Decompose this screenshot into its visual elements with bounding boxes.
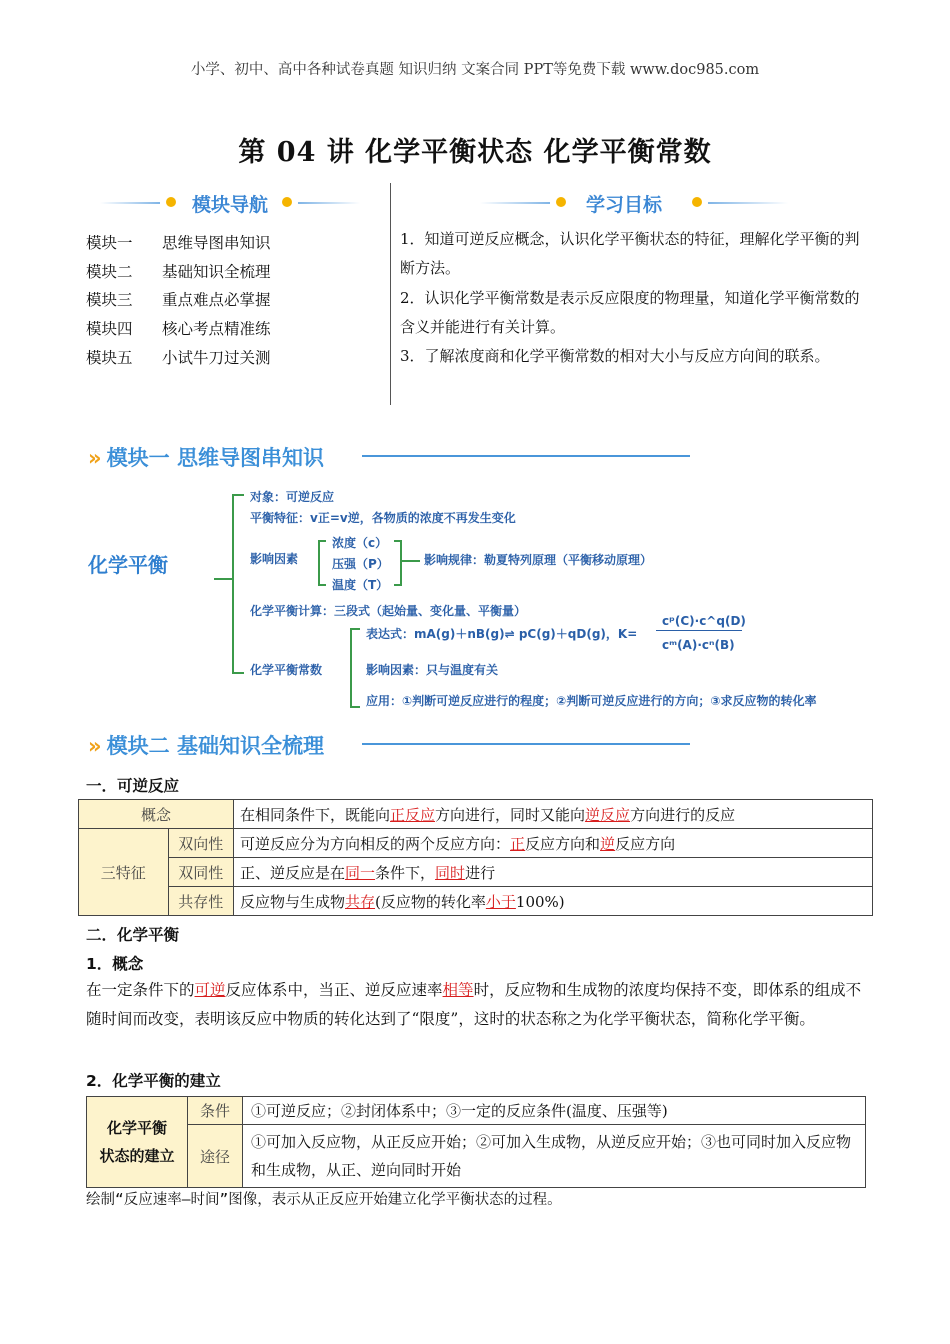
double-chevron-icon: »: [88, 734, 102, 758]
mindmap-constant-factor: 影响因素：只与温度有关: [366, 663, 499, 677]
nav-heading-bar: [100, 192, 370, 214]
equilibrium-concept-paragraph: 在一定条件下的可逆反应体系中，当正、逆反应速率相等时，反应物和生成物的浓度均保持不变，即体系的组成不随时间而改变，表明该反应中物质的转化达到了“限度”，这时的状态称之为化学平衡状态，简称化学平衡。: [86, 981, 862, 1028]
goals-dot-left-icon: [556, 197, 566, 207]
mindmap-factor: 温度（T）: [332, 578, 389, 592]
section2-heading: 二．化学平衡: [86, 926, 180, 944]
page-title: 第 04 讲 化学平衡状态 化学平衡常数: [238, 137, 712, 168]
condition-label: 条件: [188, 1097, 243, 1125]
features-label: 三特征: [79, 829, 169, 916]
drawing-note: 绘制“反应速率—时间”图像，表示从正反应开始建立化学平衡状态的过程。: [86, 1192, 562, 1208]
main-bracket: [232, 494, 244, 674]
mindmap-factor: 浓度（c）: [332, 536, 388, 550]
mindmap-rule: 影响规律：勒夏特列原理（平衡移动原理）: [424, 553, 653, 567]
module2-heading: 模块二 基础知识全梳理: [106, 734, 324, 758]
fraction-bar: [656, 630, 742, 631]
column-divider: [390, 183, 391, 405]
constant-bracket: [350, 628, 360, 708]
goals-heading: 学习目标: [586, 194, 663, 216]
mindmap-root: 化学平衡: [88, 553, 168, 577]
mindmap-application: 应用：①判断可逆反应进行的程度；②判断可逆反应进行的方向；③求反应物的转化率: [366, 694, 817, 708]
module1-heading-row: [88, 442, 324, 472]
mindmap-calc: 化学平衡计算：三段式（起始量、变化量、平衡量）: [250, 604, 527, 618]
mindmap-factor: 压强（P）: [332, 557, 389, 571]
fraction-numerator: cᵖ(C)·c^q(D): [662, 614, 746, 628]
nav-item[interactable]: 模块一 思维导图串知识: [86, 234, 271, 252]
feature-cell: 可逆反应分为方向相反的两个反应方向：正反应方向和逆反应方向: [234, 829, 873, 858]
mindmap-expression: 表达式：mA(g)＋nB(g)⇌ pC(g)＋qD(g)，K=: [366, 627, 638, 641]
feature-cell: 正、逆反应是在同一条件下，同时进行: [234, 858, 873, 887]
nav-heading: 模块导航: [192, 194, 269, 216]
nav-dot-right-icon: [282, 197, 292, 207]
nav-item[interactable]: 模块三 重点难点必掌握: [86, 291, 271, 309]
nav-item[interactable]: 模块二 基础知识全梳理: [86, 263, 271, 281]
feature-cell: 反应物与生成物共存(反应物的转化率小于100%): [234, 887, 873, 916]
module1-heading: 模块一 思维导图串知识: [106, 446, 324, 470]
goal-item: 3．了解浓度商和化学平衡常数的相对大小与反应方向间的联系。: [400, 347, 830, 365]
fraction-denominator: cᵐ(A)·cⁿ(B): [662, 638, 735, 652]
module2-rule: [362, 743, 690, 745]
feature-label: 共存性: [168, 887, 233, 916]
section2-sub2: 2．化学平衡的建立: [86, 1072, 221, 1090]
mindmap-constant-label: 化学平衡常数: [250, 663, 323, 677]
factors-close-bracket: [394, 540, 402, 586]
factors-bracket: [318, 540, 326, 586]
nav-item[interactable]: 模块五 小试牛刀过关测: [86, 349, 271, 367]
site-header: 小学、初中、高中各种试卷真题 知识归纳 文案合同 PPT等免费下载 www.doc985.com: [190, 62, 760, 78]
concept-label: 概念: [79, 800, 234, 829]
equilibrium-establishment-table: [86, 1096, 866, 1188]
rule-connector: [402, 560, 420, 562]
goals-heading-bar: [480, 192, 800, 214]
establishment-label: 化学平衡 状态的建立: [87, 1097, 188, 1188]
mindmap-feature: 平衡特征：v正=v逆，各物质的浓度不再发生变化: [250, 511, 516, 525]
path-cell: ①可加入反应物，从正反应开始；②可加入生成物，从逆反应开始；③也可同时加入反应物和生成物，从正、逆向同时开始: [243, 1125, 866, 1188]
goal-item: 1．知道可逆反应概念，认识化学平衡状态的特征，理解化学平衡的判断方法。: [400, 230, 860, 277]
feature-label: 双同性: [168, 858, 233, 887]
module2-heading-row: [88, 730, 324, 760]
section1-heading: 一．可逆反应: [86, 777, 180, 795]
reversible-reaction-table: [78, 799, 873, 916]
double-chevron-icon: »: [88, 446, 102, 470]
condition-cell: ①可逆反应；②封闭体系中；③一定的反应条件(温度、压强等): [243, 1097, 866, 1125]
feature-label: 双向性: [168, 829, 233, 858]
root-connector: [214, 578, 232, 580]
section2-sub1: 1．概念: [86, 955, 144, 973]
path-label: 途径: [188, 1125, 243, 1188]
nav-dot-left-icon: [166, 197, 176, 207]
goals-dot-right-icon: [692, 197, 702, 207]
nav-item[interactable]: 模块四 核心考点精准练: [86, 320, 271, 338]
mindmap-factors-label: 影响因素: [250, 552, 299, 566]
mindmap-object: 对象：可逆反应: [250, 490, 335, 504]
module1-rule: [362, 455, 690, 457]
concept-cell: 在相同条件下，既能向正反应方向进行，同时又能向逆反应方向进行的反应: [234, 800, 873, 829]
goal-item: 2．认识化学平衡常数是表示反应限度的物理量，知道化学平衡常数的含义并能进行有关计算。: [400, 289, 860, 336]
